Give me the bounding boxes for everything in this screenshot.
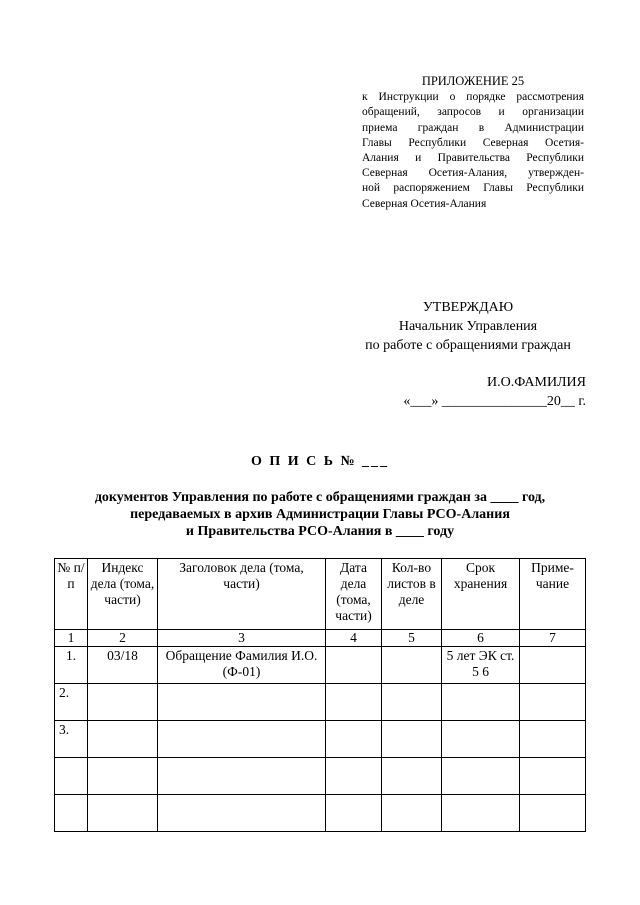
- header-cell: Заголовок дела (тома, части): [158, 559, 326, 630]
- table-row: [55, 758, 586, 795]
- table-cell: 5 лет ЭК ст. 5 6: [442, 647, 520, 684]
- table-cell: [88, 795, 158, 832]
- table-row: [55, 721, 586, 758]
- table-cell: 2.: [55, 684, 88, 721]
- table-cell: [382, 795, 442, 832]
- table-cell: [326, 795, 382, 832]
- appendix-line: ной распоряжением Главы Республики: [362, 182, 584, 195]
- header-cell: Индекс дела (тома, части): [88, 559, 158, 630]
- table-cell: [88, 721, 158, 758]
- table-cell: [520, 684, 586, 721]
- document-title: О П И С Ь № ___: [250, 454, 390, 469]
- subtitle-line3: и Правительства РСО-Алания в ____ году: [185, 524, 455, 539]
- table-cell: [520, 647, 586, 684]
- table-cell: [382, 684, 442, 721]
- column-number: 7: [520, 630, 586, 647]
- approval-position-line2: по работе с обращениями граждан: [365, 338, 571, 353]
- table-cell: [382, 647, 442, 684]
- header-cell: Срок хранения: [442, 559, 520, 630]
- approval-date-line: «___» _______________20__ г.: [403, 394, 586, 409]
- table-cell: [326, 721, 382, 758]
- table-cell: [55, 795, 88, 832]
- appendix-line: Алания и Правительства Республики: [362, 152, 584, 165]
- appendix-line: приема граждан в Администрации: [362, 121, 584, 134]
- table-header-row: [55, 559, 586, 630]
- table-cell: 03/18: [88, 647, 158, 684]
- table-cell: [158, 758, 326, 795]
- appendix-title: ПРИЛОЖЕНИЕ 25: [421, 74, 525, 88]
- appendix-line: обращений, запросов и организации: [362, 106, 584, 119]
- table-cell: Обращение Фамилия И.О. (Ф-01): [158, 647, 326, 684]
- column-number: 6: [442, 630, 520, 647]
- header-cell: Кол-во листов в деле: [382, 559, 442, 630]
- table-cell: [158, 684, 326, 721]
- approval-title: УТВЕРЖДАЮ: [422, 300, 514, 315]
- column-number: 2: [88, 630, 158, 647]
- header-cell: Приме-чание: [520, 559, 586, 630]
- table-cell: [158, 795, 326, 832]
- appendix-line: Главы Республики Северная Осетия-: [362, 136, 584, 149]
- header-cell: Дата дела (тома, части): [326, 559, 382, 630]
- column-number: 1: [55, 630, 88, 647]
- table-cell: [326, 758, 382, 795]
- table-cell: [88, 758, 158, 795]
- column-number: 5: [382, 630, 442, 647]
- appendix-line: к Инструкции о порядке рассмотрения: [362, 91, 584, 104]
- table-cell: [88, 684, 158, 721]
- table-cell: [326, 647, 382, 684]
- table-row: [55, 684, 586, 721]
- column-number: 4: [326, 630, 382, 647]
- table-cell: [382, 721, 442, 758]
- document-subtitle: [0, 489, 640, 540]
- subtitle-line1: документов Управления по работе с обращениями граждан за ____ год,: [94, 490, 546, 505]
- approval-block: [350, 298, 586, 411]
- table-cell: [442, 684, 520, 721]
- table-cell: [442, 721, 520, 758]
- column-number-row: [55, 630, 586, 647]
- approval-name: И.О.ФАМИЛИЯ: [486, 375, 586, 390]
- table-cell: [326, 684, 382, 721]
- approval-position-line1: Начальник Управления: [398, 319, 538, 334]
- table-cell: [442, 758, 520, 795]
- appendix-line: Северная Осетия-Алания, утвержден-: [362, 167, 584, 180]
- column-number: 3: [158, 630, 326, 647]
- table-cell: [382, 758, 442, 795]
- table-cell: 1.: [55, 647, 88, 684]
- table-cell: [158, 721, 326, 758]
- table-cell: [442, 795, 520, 832]
- header-cell: № п/п: [55, 559, 88, 630]
- inventory-table: [54, 558, 586, 832]
- table-row: [55, 795, 586, 832]
- table-cell: 3.: [55, 721, 88, 758]
- table-cell: [55, 758, 88, 795]
- table-cell: [520, 758, 586, 795]
- table-row: [55, 647, 586, 684]
- appendix-block: [362, 74, 584, 212]
- appendix-line: Северная Осетия-Алания: [362, 197, 487, 210]
- subtitle-line2: передаваемых в архив Администрации Главы РСО-Алания: [130, 507, 510, 522]
- table-cell: [520, 795, 586, 832]
- table-cell: [520, 721, 586, 758]
